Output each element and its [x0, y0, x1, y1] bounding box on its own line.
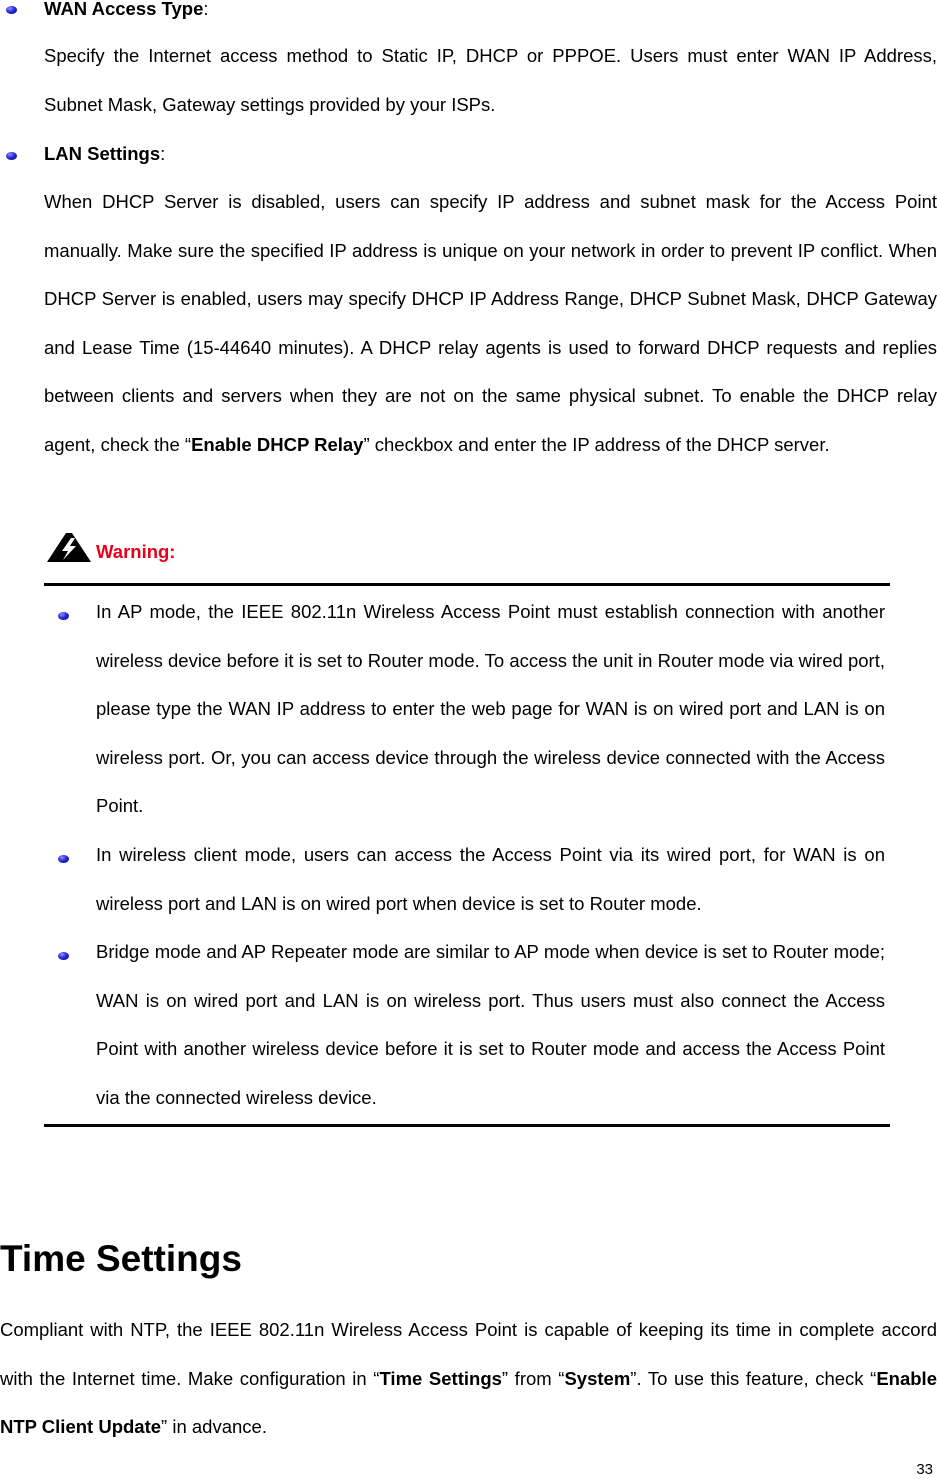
warning-item: In wireless client mode, users can access the Access Point via its wired port, for WAN is on wireless port and LAN is on wired port when device is set to Router mode.	[96, 844, 885, 914]
lan-settings-term: LAN Settings:	[44, 143, 166, 164]
warning-top-divider	[44, 583, 890, 586]
warning-item: In AP mode, the IEEE 802.11n Wireless Access Point must establish connection with another wireless device before it is set to Router mode. To access the unit in Router mode via wired port, please type the WAN IP address to enter the web page for WAN is on wired port and LAN is on wireless port. Or, you can access device through the wireless device connected with the Access Point.	[96, 601, 885, 817]
bullet-icon	[58, 612, 69, 620]
system-term: System	[564, 1367, 631, 1389]
warning-label: Warning:	[96, 541, 176, 562]
enable-ntp-client-update-term: Enable NTP Client Update	[0, 1367, 937, 1438]
page-number: 33	[916, 1461, 933, 1478]
warning-bottom-divider	[44, 1124, 890, 1127]
enable-dhcp-relay-term: Enable DHCP Relay	[191, 433, 364, 455]
bullet-icon	[58, 952, 69, 960]
time-settings-description: Compliant with NTP, the IEEE 802.11n Wireless Access Point is capable of keeping its time in complete accord with the Internet time. Make configuration in “Time Settings” from “System”. To use this feature, check “Enable NTP Client Update” in advance.	[0, 1319, 937, 1438]
time-settings-term: Time Settings	[379, 1367, 502, 1389]
warning-item: Bridge mode and AP Repeater mode are similar to AP mode when device is set to Router mode; WAN is on wired port and LAN is on wireless port. Thus users must also connect the Access Point with another wireless device before it is set to Router mode and access the Access Point via the connected wireless device.	[96, 941, 885, 1108]
warning-icon	[44, 530, 94, 564]
lan-settings-description: When DHCP Server is disabled, users can specify IP address and subnet mask for the Access Point manually. Make sure the specified IP address is unique on your network in order to prevent IP conflict. When DHCP Server is enabled, users may specify DHCP IP Address Range, DHCP Subnet Mask, DHCP Gateway and Lease Time (15-44640 minutes). A DHCP relay agents is used to forward DHCP requests and replies between clients and servers when they are not on the same physical subnet. To enable the DHCP relay agent, check the “Enable DHCP Relay” checkbox and enter the IP address of the DHCP server.	[44, 191, 937, 455]
wan-access-type-term: WAN Access Type:	[44, 0, 209, 19]
bullet-icon	[6, 6, 17, 14]
time-settings-heading: Time Settings	[0, 1238, 242, 1279]
bullet-icon	[58, 855, 69, 863]
wan-access-type-description: Specify the Internet access method to Static IP, DHCP or PPPOE. Users must enter WAN IP Address, Subnet Mask, Gateway settings provided by your ISPs.	[44, 45, 937, 115]
bullet-icon	[6, 152, 17, 160]
